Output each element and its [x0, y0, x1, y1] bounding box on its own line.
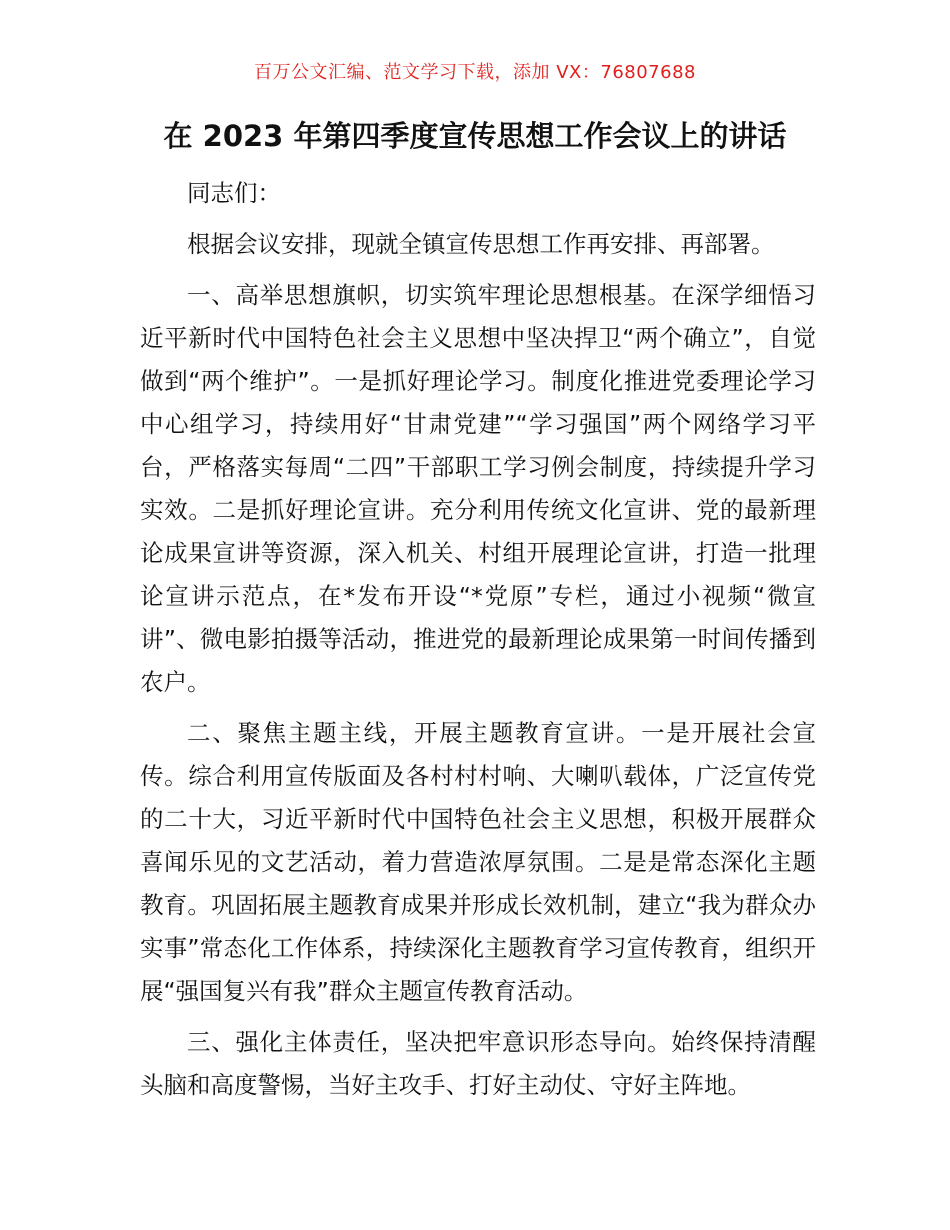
- header-banner: 百万公文汇编、范文学习下载，添加 VX：76807688: [254, 62, 696, 83]
- document-body: [140, 172, 816, 1115]
- section-one-paragraph: 一、高举思想旗帜，切实筑牢理论思想根基。在深学细悟习近平新时代中国特色社会主义思想中坚决捍卫“两个确立”，自觉做到“两个维护”。一是抓好理论学习。制度化推进党委理论学习中心组学习，持续用好“甘肃党建”“学习强国”两个网络学习平台，严格落实每周“二四”干部职工学习例会制度，持续提升学习实效。二是抓好理论宣讲。充分利用传统文化宣讲、党的最新理论成果宣讲等资源，深入机关、村组开展理论宣讲，打造一批理论宣讲示范点，在*发布开设“*党原”专栏，通过小视频“微宣讲”、微电影拍摄等活动，推进党的最新理论成果第一时间传播到农户。: [140, 281, 816, 696]
- intro-paragraph: 根据会议安排，现就全镇宣传思想工作再安排、再部署。: [187, 230, 775, 258]
- document-title: 在 2023 年第四季度宣传思想工作会议上的讲话: [163, 119, 787, 153]
- section-three-paragraph: 三、强化主体责任，坚决把牢意识形态导向。始终保持清醒头脑和高度警惕，当好主攻手、打好主动仗、守好主阵地。: [140, 1028, 816, 1099]
- salutation-paragraph: 同志们：: [187, 179, 281, 207]
- section-two-paragraph: 二、聚焦主题主线，开展主题教育宣讲。一是开展社会宣传。综合利用宣传版面及各村村村响、大喇叭载体，广泛宣传党的二十大，习近平新时代中国特色社会主义思想，积极开展群众喜闻乐见的文艺活动，着力营造浓厚氛围。二是是常态深化主题教育。巩固拓展主题教育成果并形成长效机制，建立“我为群众办实事”常态化工作体系，持续深化主题教育学习宣传教育，组织开展“强国复兴有我”群众主题宣传教育活动。: [140, 719, 816, 1005]
